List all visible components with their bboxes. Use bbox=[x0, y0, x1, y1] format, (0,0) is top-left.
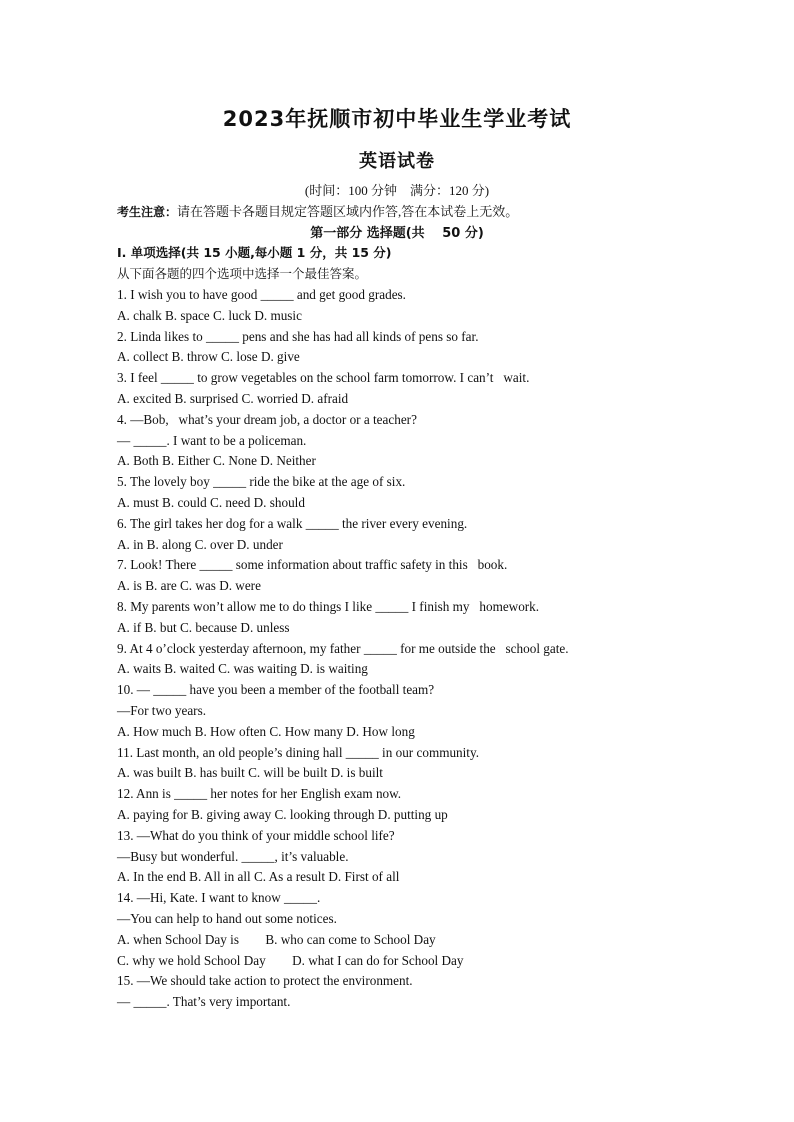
question-line: 13. —What do you think of your middle school life? bbox=[117, 827, 395, 843]
options-line: A. How much B. How often C. How many D. How long bbox=[117, 723, 415, 739]
question-line: 1. I wish you to have good _____ and get good grades. bbox=[117, 287, 406, 302]
options-line: A. In the end B. All in all C. As a result D. First of all bbox=[117, 869, 400, 885]
question-line: 8. My parents won’t allow me to do things I like _____ I finish my homework. bbox=[117, 598, 540, 614]
question-line: —You can help to hand out some notices. bbox=[117, 910, 337, 926]
question-line: 10. — _____ have you been a member of the football team? bbox=[117, 682, 435, 698]
part-one-title: 第一部分 选择题(共 50 分) bbox=[310, 226, 484, 241]
options-line: A. must B. could C. need D. should bbox=[117, 494, 305, 510]
exam-title: 2023年抚顺市初中毕业生学业考试 bbox=[222, 107, 572, 131]
options-line: A. chalk B. space C. luck D. music bbox=[117, 307, 302, 323]
question-line: 11. Last month, an old people’s dining hall _____ in our community. bbox=[117, 744, 480, 760]
options-line: C. why we hold School Day D. what I can do for School Day bbox=[117, 952, 464, 968]
exam-subject: 英语试卷 bbox=[359, 151, 435, 172]
question-line: 14. —Hi, Kate. I want to know _____. bbox=[117, 890, 321, 906]
options-line: A. when School Day is B. who can come to School Day bbox=[117, 931, 436, 947]
question-line: 6. The girl takes her dog for a walk _____ the river every evening. bbox=[117, 515, 468, 531]
options-line: A. was built B. has built C. will be built D. is built bbox=[117, 765, 383, 781]
exam-time-and-score: (时间：100 分钟 满分：120 分) bbox=[304, 183, 490, 198]
options-line: A. if B. but C. because D. unless bbox=[117, 619, 290, 635]
options-line: A. Both B. Either C. None D. Neither bbox=[117, 453, 316, 469]
question-line: 4. —Bob, what’s your dream job, a doctor or a teacher? bbox=[117, 411, 417, 427]
question-list bbox=[117, 285, 757, 1013]
notice-text: 请在答题卡各题目规定答题区域内作答,答在本试卷上无效。 bbox=[177, 204, 519, 219]
candidate-notice bbox=[117, 201, 757, 220]
question-line: — _____. I want to be a policeman. bbox=[117, 432, 307, 448]
question-line: —Busy but wonderful. _____, it’s valuable. bbox=[117, 848, 349, 864]
question-line: — _____. That’s very important. bbox=[117, 994, 291, 1010]
question-line: 3. I feel _____ to grow vegetables on the school farm tomorrow. I can’t wait. bbox=[117, 370, 530, 386]
section-one-title: I. 单项选择(共 15 小题,每小题 1 分，共 15 分) bbox=[117, 245, 392, 260]
options-line: A. waits B. waited C. was waiting D. is waiting bbox=[117, 661, 368, 677]
section-instruction: 从下面各题的四个选项中选择一个最佳答案。 bbox=[117, 266, 368, 281]
question-line: 2. Linda likes to _____ pens and she has had all kinds of pens so far. bbox=[117, 328, 479, 344]
options-line: A. collect B. throw C. lose D. give bbox=[117, 349, 300, 365]
options-line: A. is B. are C. was D. were bbox=[117, 578, 261, 594]
question-line: 15. —We should take action to protect the environment. bbox=[117, 973, 413, 989]
options-line: A. excited B. surprised C. worried D. afraid bbox=[117, 390, 349, 406]
notice-label: 考生注意： bbox=[117, 205, 178, 219]
options-line: A. paying for B. giving away C. looking through D. putting up bbox=[117, 806, 448, 822]
question-line: 9. At 4 o’clock yesterday afternoon, my father _____ for me outside the school gate. bbox=[117, 640, 569, 656]
options-line: A. in B. along C. over D. under bbox=[117, 536, 283, 552]
question-line: 7. Look! There _____ some information about traffic safety in this book. bbox=[117, 557, 508, 573]
question-line: 12. Ann is _____ her notes for her English exam now. bbox=[117, 786, 402, 802]
question-line: —For two years. bbox=[117, 702, 207, 718]
question-line: 5. The lovely boy _____ ride the bike at the age of six. bbox=[117, 474, 406, 490]
